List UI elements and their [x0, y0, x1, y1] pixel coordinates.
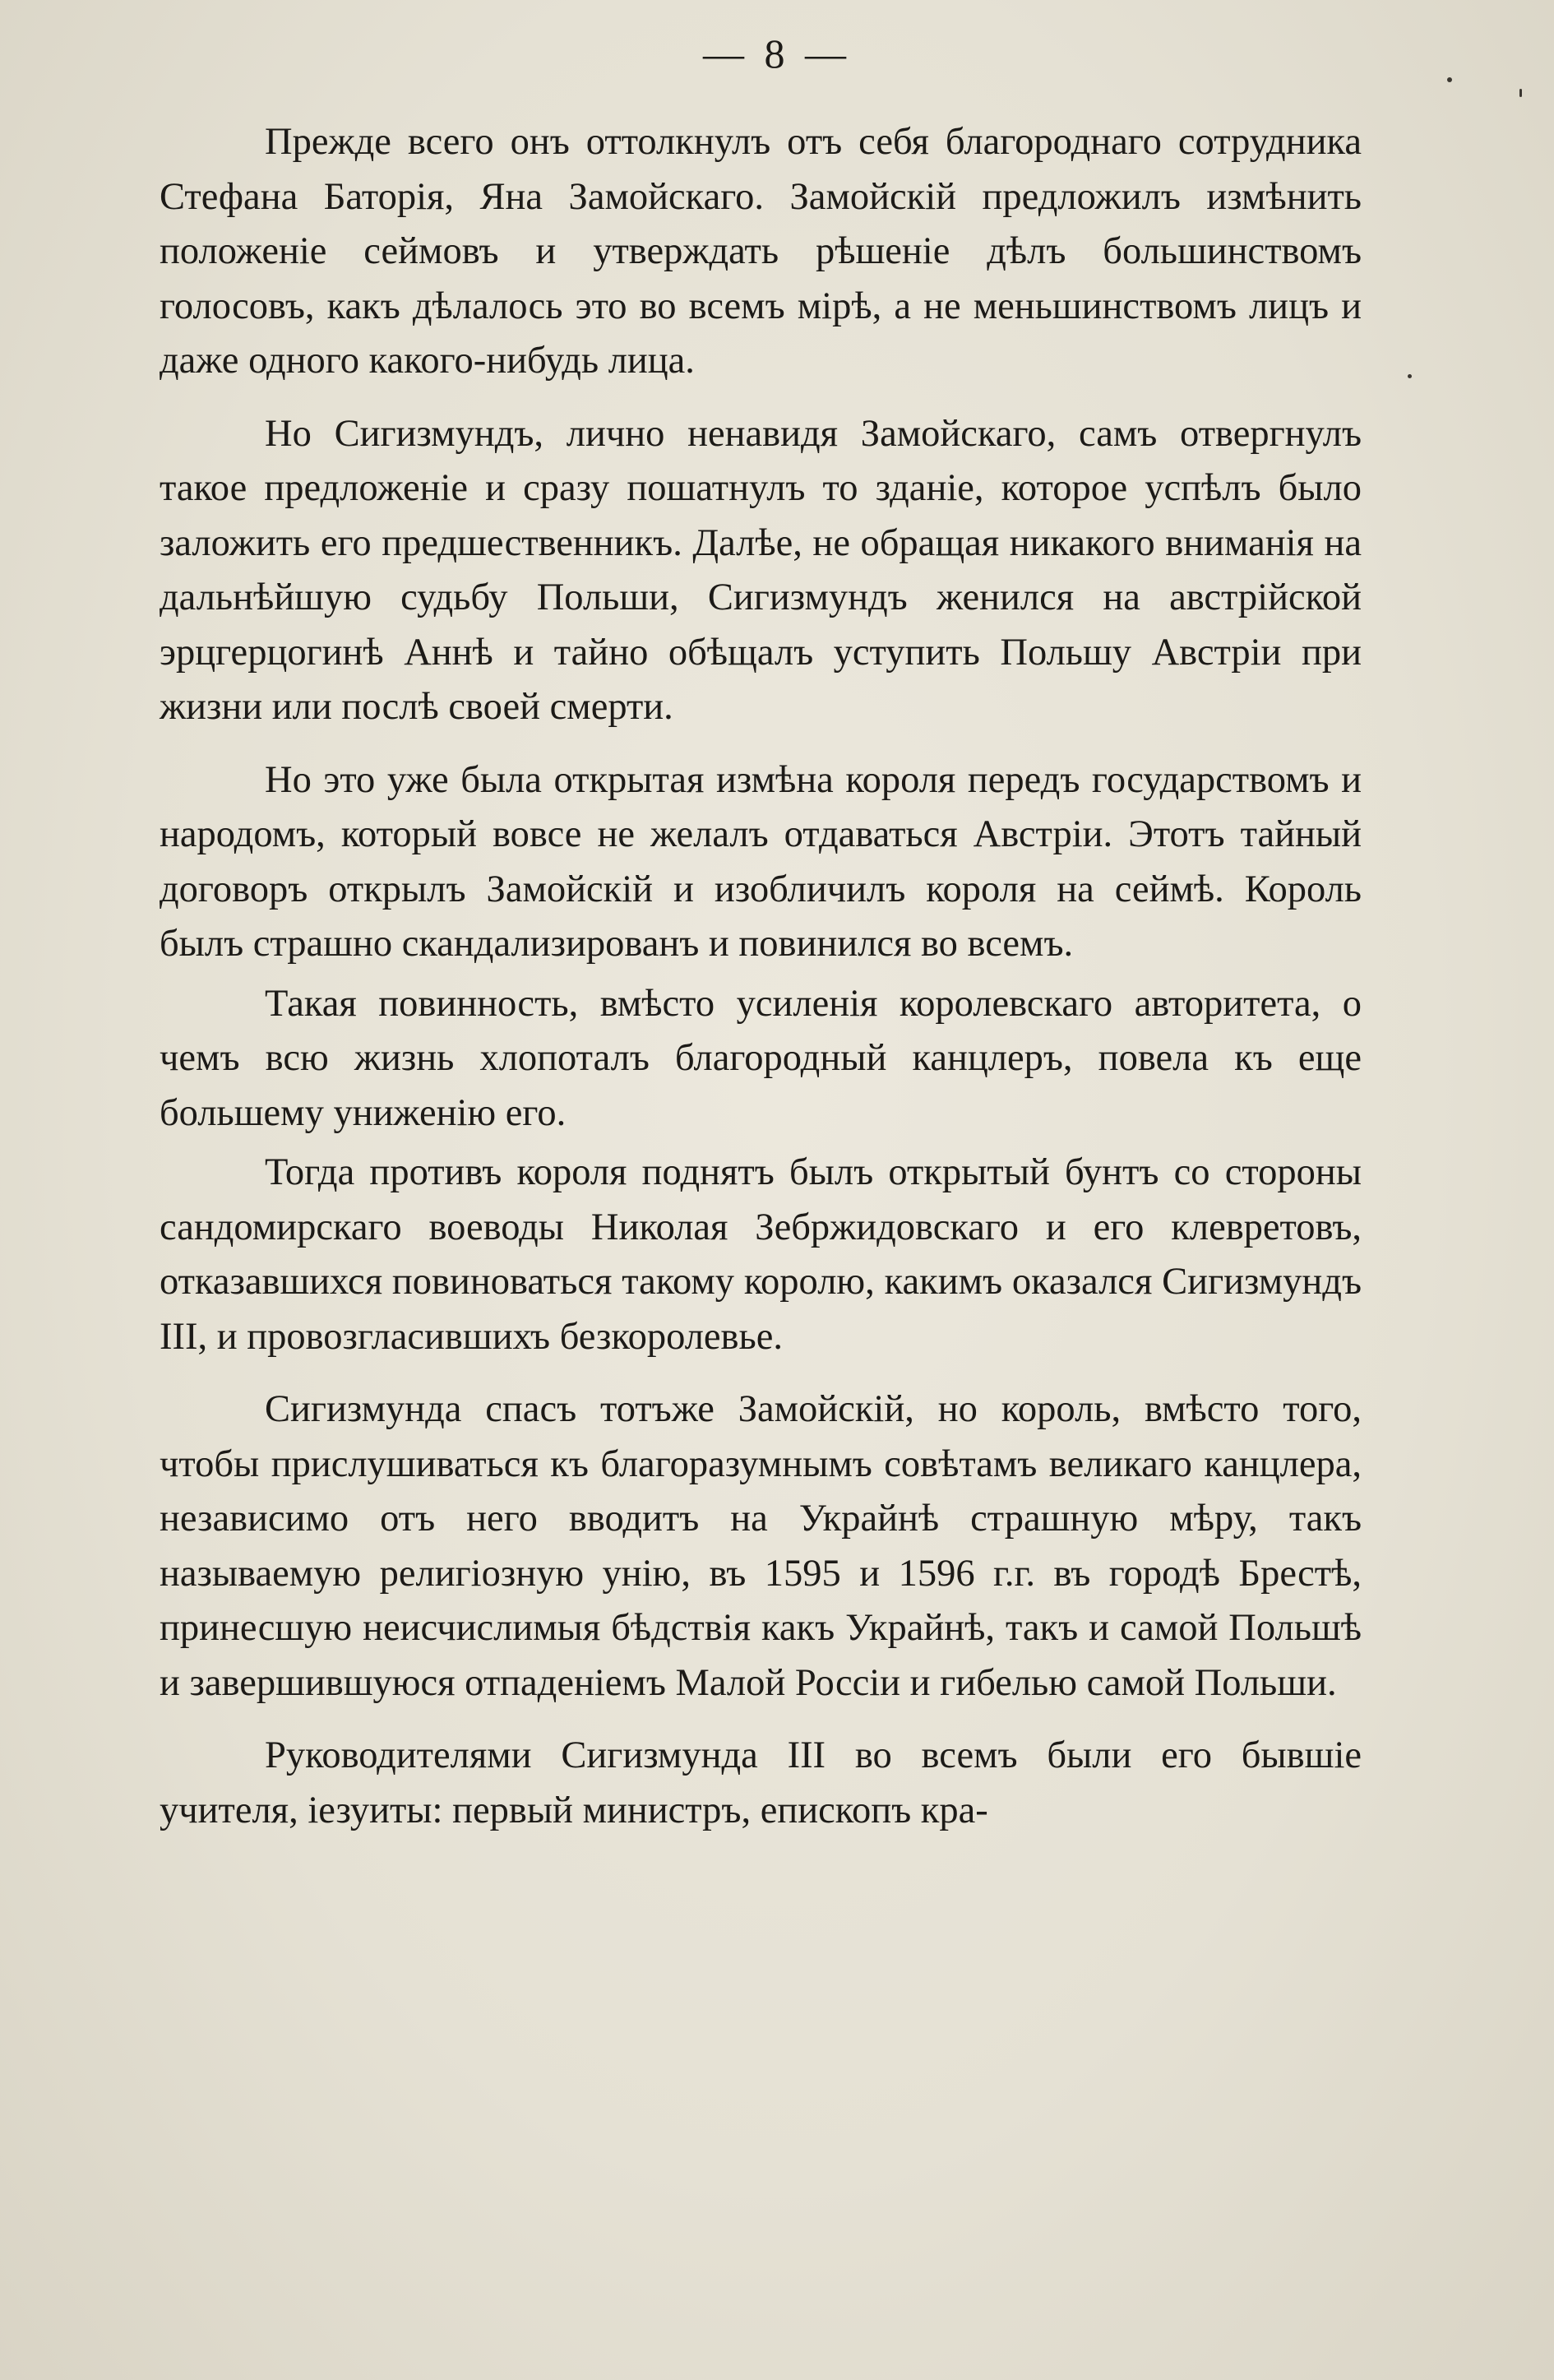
- paragraph-6: Сигизмунда спасъ тотъже Замойскій, но король, вмѣсто того, чтобы прислушиваться къ благоразумнымъ совѣтамъ великаго канцлера, независимо отъ него вводитъ на Украйнѣ страшную мѣру, такъ называемую религіозную унію, въ 1595 и 1596 г.г. въ городѣ Брестѣ, принесшую неисчислимыя бѣдствія какъ Украйнѣ, такъ и самой Польшѣ и завершившуюся отпаденіемъ Малой Россіи и гибелью самой Польши.: [160, 1388, 1362, 1704]
- page-number: — 8 —: [703, 30, 851, 76]
- paragraph-5: Тогда противъ короля поднятъ былъ открытый бунтъ со стороны сандомирскаго воеводы Николая Зебржидовскаго и его клевретовъ, отказавшихся повиноваться такому королю, какимъ оказался Сигизмундъ III, и провозгласившихъ безкоролевье.: [160, 1151, 1362, 1358]
- body-text: [160, 115, 1362, 1838]
- paper-speck: [1519, 89, 1522, 97]
- paragraph-7: Руководителями Сигизмунда III во всемъ были его бывшіе учителя, іезуиты: первый министръ, епископъ кра-: [160, 1734, 1362, 1831]
- paragraph-1: Прежде всего онъ оттолкнулъ отъ себя благороднаго сотрудника Стефана Баторія, Яна Замойскаго. Замойскій предложилъ измѣнить положеніе сеймовъ и утверждать рѣшеніе дѣлъ большинствомъ голосовъ, какъ дѣлалось это во всемъ мірѣ, а не меньшинствомъ лицъ и даже одного какого-нибудь лица.: [160, 121, 1362, 382]
- paper-speck: [1447, 77, 1452, 82]
- paper-speck: [1408, 374, 1412, 378]
- paragraph-4: Такая повинность, вмѣсто усиленія королевскаго авторитета, о чемъ всю жизнь хлопоталъ благородный канцлеръ, повела къ еще большему униженію его.: [160, 982, 1362, 1134]
- paragraph-3: Но это уже была открытая измѣна короля передъ государствомъ и народомъ, который вовсе не желалъ отдаваться Австріи. Этотъ тайный договоръ открылъ Замойскій и изобличилъ короля на сеймѣ. Король былъ страшно скандализированъ и повинился во всемъ.: [160, 758, 1362, 965]
- paragraph-2: Но Сигизмундъ, лично ненавидя Замойскаго, самъ отвергнулъ такое предложеніе и сразу пошатнулъ то зданіе, которое успѣлъ было заложить его предшественникъ. Далѣе, не обращая никакого вниманія на дальнѣйшую судьбу Польши, Сигизмундъ женился на австрійской эрцгерцогинѣ Аннѣ и тайно обѣщалъ уступить Польшу Австріи при жизни или послѣ своей смерти.: [160, 412, 1362, 728]
